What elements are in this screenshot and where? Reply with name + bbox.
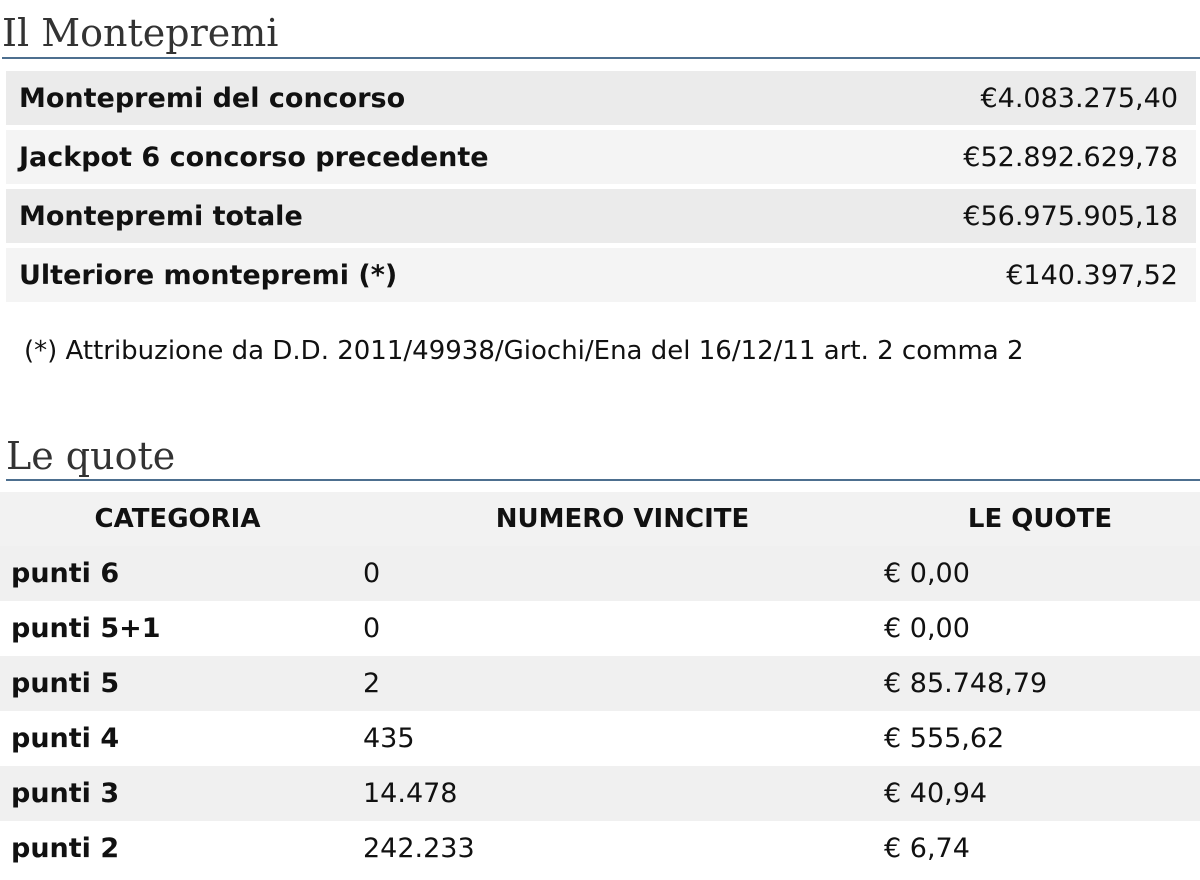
quote-table-header <box>0 492 1200 546</box>
cell-numero-vincite: 14.478 <box>363 778 458 809</box>
montepremi-row <box>6 248 1196 302</box>
table-row <box>0 656 1200 711</box>
header-le-quote: LE QUOTE <box>967 504 1113 534</box>
cell-numero-vincite: 242.233 <box>363 833 475 864</box>
montepremi-value: €4.083.275,40 <box>980 82 1178 114</box>
cell-numero-vincite: 0 <box>363 558 381 589</box>
header-numero-vincite: NUMERO VINCITE <box>495 504 750 534</box>
montepremi-row <box>6 189 1196 243</box>
header-categoria: CATEGORIA <box>94 504 261 534</box>
cell-quota: € 40,94 <box>884 778 988 809</box>
table-row <box>0 821 1200 876</box>
cell-numero-vincite: 0 <box>363 613 381 644</box>
cell-numero-vincite: 2 <box>363 668 381 699</box>
cell-quota: € 555,62 <box>884 723 1005 754</box>
cell-quota: € 6,74 <box>884 833 970 864</box>
montepremi-value: €56.975.905,18 <box>963 200 1178 232</box>
cell-quota: € 0,00 <box>884 613 970 644</box>
cell-numero-vincite: 435 <box>363 723 415 754</box>
cell-categoria: punti 3 <box>11 778 120 809</box>
table-row <box>0 546 1200 601</box>
montepremi-label: Montepremi del concorso <box>19 82 406 114</box>
montepremi-label: Jackpot 6 concorso precedente <box>19 141 489 173</box>
montepremi-title-rule <box>2 57 1200 59</box>
table-row <box>0 601 1200 656</box>
table-row <box>0 766 1200 821</box>
montepremi-row <box>6 130 1196 184</box>
cell-categoria: punti 2 <box>11 833 120 864</box>
quote-title: Le quote <box>6 434 176 478</box>
quote-table <box>0 492 1200 876</box>
cell-categoria: punti 5 <box>11 668 120 699</box>
montepremi-row <box>6 71 1196 125</box>
montepremi-label: Montepremi totale <box>19 200 303 232</box>
montepremi-footnote: (*) Attribuzione da D.D. 2011/49938/Giochi/Ena del 16/12/11 art. 2 comma 2 <box>24 336 1024 366</box>
montepremi-value: €140.397,52 <box>1006 259 1178 291</box>
cell-quota: € 0,00 <box>884 558 970 589</box>
montepremi-label: Ulteriore montepremi (*) <box>19 259 398 291</box>
quote-title-rule <box>6 479 1200 481</box>
table-row <box>0 711 1200 766</box>
cell-quota: € 85.748,79 <box>884 668 1048 699</box>
cell-categoria: punti 6 <box>11 558 120 589</box>
montepremi-table <box>6 71 1196 307</box>
montepremi-value: €52.892.629,78 <box>963 141 1178 173</box>
cell-categoria: punti 5+1 <box>11 613 161 644</box>
cell-categoria: punti 4 <box>11 723 120 754</box>
montepremi-title: Il Montepremi <box>2 11 279 55</box>
